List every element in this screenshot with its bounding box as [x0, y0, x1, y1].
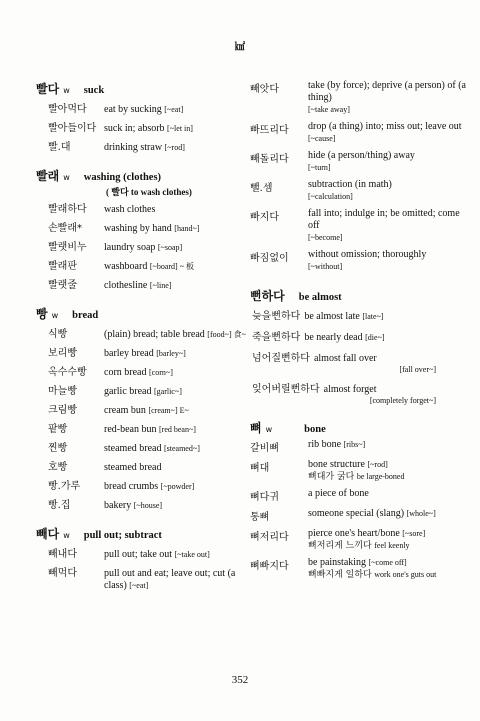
headword-definition: suck: [83, 85, 105, 96]
dictionary-entry: [36, 167, 248, 292]
korean-term: 뼈저리다: [250, 532, 289, 543]
sub-entry: [36, 545, 248, 561]
korean-term: 보리빵: [48, 348, 77, 359]
literal-note: [~eat]: [129, 581, 149, 590]
headword: 뼈: [250, 421, 262, 435]
sub-entry: [36, 119, 248, 135]
korean-term: 식빵: [48, 329, 68, 340]
sub-entry: [36, 257, 248, 273]
gloss-text: rib bone: [308, 439, 342, 450]
sub-entry: [36, 382, 248, 398]
header-mark: ㎢: [235, 42, 245, 53]
sub-entry: [250, 528, 466, 552]
literal-note: [~board] ~ 板: [149, 262, 195, 271]
gloss-text: be almost late: [304, 311, 360, 322]
english-gloss: [104, 348, 186, 360]
gloss-text: eat by sucking: [104, 104, 162, 115]
dictionary-entry: [36, 80, 248, 154]
korean-term: 찐빵: [48, 443, 68, 454]
korean-term: 뺄.셈: [250, 183, 273, 194]
gloss-text: steamed bread: [104, 462, 162, 473]
headword-definition: bread: [72, 310, 99, 321]
english-gloss: [104, 123, 193, 135]
sub-entry: [250, 208, 466, 244]
example-phrase: 뼈빠지게 일하다: [308, 570, 372, 580]
gloss-text: drinking straw: [104, 142, 163, 153]
korean-term: 빵.집: [48, 500, 71, 511]
literal-note: [cream~] E~: [148, 406, 189, 415]
example-phrase: 뼈대가 굵다: [308, 472, 355, 482]
sub-entry: [250, 80, 466, 116]
korean-term: 뼈빠지다: [250, 561, 289, 572]
sub-entry: [250, 439, 466, 454]
entry-almost: [250, 287, 466, 405]
example-gloss: feel keenly: [374, 541, 410, 550]
headword: 빨래: [36, 169, 60, 183]
korean-term: 빨아들이다: [48, 123, 97, 134]
literal-note: [steamed~]: [163, 444, 200, 453]
english-gloss: [104, 568, 248, 592]
literal-note: [~come off]: [368, 558, 407, 567]
english-gloss: [104, 549, 210, 561]
korean-term: 옥수수빵: [48, 367, 87, 378]
korean-term: 마늘빵: [48, 386, 77, 397]
dictionary-entry: [36, 305, 248, 512]
korean-term: 빨랫줄: [48, 280, 77, 291]
literal-note: [~rod]: [164, 143, 185, 152]
sub-entry: [36, 458, 248, 474]
gloss-text: corn bread: [104, 367, 147, 378]
sub-entry: [36, 138, 248, 154]
gloss-text: bread crumbs: [104, 481, 159, 492]
gloss-text: wash clothes: [104, 204, 156, 215]
gloss-text: laundry soap: [104, 242, 156, 253]
english-gloss: [104, 424, 196, 436]
left-column: [36, 80, 248, 605]
english-gloss: [308, 208, 466, 244]
literal-note: [fall over~]: [399, 365, 436, 374]
headword-subnote: ( 빨다 to wash clothes): [106, 187, 192, 197]
headword-definition: be almost: [298, 292, 342, 303]
sub-entry: [36, 344, 248, 360]
gloss-text: hide (a person/thing) away: [308, 150, 415, 161]
word-class-mark: w: [265, 425, 273, 434]
entry-bone: [250, 419, 466, 581]
korean-term: 빨.대: [48, 142, 71, 153]
literal-note: [hand~]: [174, 224, 200, 233]
sub-entry: [36, 100, 248, 116]
korean-term: 죽을뻔하다: [252, 332, 301, 343]
sub-entry: [36, 238, 248, 254]
english-gloss: [104, 223, 200, 235]
english-gloss: [104, 405, 189, 417]
english-gloss: [104, 204, 155, 216]
headword-definition: bone: [304, 424, 326, 435]
sub-entry: [36, 363, 248, 379]
english-gloss: [308, 508, 436, 523]
headword-definition: washing (clothes): [83, 172, 162, 183]
word-class-mark: w: [51, 311, 59, 320]
sub-entry: [36, 401, 248, 417]
english-gloss: [104, 481, 194, 493]
headword: 빵: [36, 307, 48, 321]
page-number: 352: [231, 674, 249, 686]
english-gloss: [104, 500, 162, 512]
sub-entry: [250, 380, 466, 405]
english-gloss: [308, 488, 369, 503]
gloss-text: washing by hand: [104, 223, 172, 234]
english-gloss: [308, 179, 392, 203]
korean-term: 빨래판: [48, 261, 77, 272]
gloss-text: steamed bread: [104, 443, 162, 454]
gloss-text: take (by force); deprive (a person) of (a thing): [308, 80, 466, 103]
korean-term: 호빵: [48, 462, 68, 473]
sub-entry: [250, 557, 466, 581]
literal-note: [~cause]: [308, 134, 336, 143]
literal-note: [~eat]: [164, 105, 184, 114]
literal-note: [~rod]: [367, 460, 388, 469]
sub-entry: [36, 276, 248, 292]
gloss-text: barley bread: [104, 348, 154, 359]
gloss-text: (plain) bread; table bread: [104, 329, 205, 340]
literal-note: [completely forget~]: [369, 396, 436, 405]
sub-entry: [250, 349, 466, 374]
gloss-text: drop (a thing) into; miss out; leave out: [308, 121, 462, 132]
english-gloss: [308, 439, 365, 454]
gloss-text: red-bean bun: [104, 424, 157, 435]
english-gloss: [104, 386, 182, 398]
gloss-text: bakery: [104, 500, 132, 511]
example-gloss: be large-boned: [356, 472, 405, 481]
english-gloss: [308, 459, 404, 483]
gloss-text: suck in; absorb: [104, 123, 165, 134]
literal-note: [~line]: [149, 281, 172, 290]
sub-entry: [36, 439, 248, 455]
gloss-text: almost forget: [323, 384, 377, 395]
literal-note: [~take away]: [308, 105, 350, 114]
english-gloss: [308, 249, 426, 273]
english-gloss: [104, 367, 173, 379]
korean-term: 늦을뻔하다: [252, 311, 301, 322]
entry-head: [36, 525, 248, 542]
entry-head: [36, 167, 248, 184]
literal-note: [late~]: [362, 312, 384, 321]
literal-note: [~let in]: [167, 124, 193, 133]
english-gloss: [104, 462, 161, 474]
dictionary-entry: [36, 525, 248, 592]
sub-entry: [250, 508, 466, 523]
english-gloss: [104, 242, 182, 254]
literal-note: [~turn]: [308, 163, 331, 172]
gloss-text: pierce one's heart/bone: [308, 528, 400, 539]
korean-term: 빠짐없이: [250, 253, 289, 264]
literal-note: [barley~]: [156, 349, 186, 358]
english-gloss: [308, 150, 415, 174]
sub-entry: [36, 564, 248, 592]
english-gloss: [104, 280, 171, 292]
literal-note: [ribs~]: [343, 440, 366, 449]
sub-entry: [36, 420, 248, 436]
literal-note: [red bean~]: [158, 425, 196, 434]
sub-entry: [250, 459, 466, 483]
korean-term: 빨아먹다: [48, 104, 87, 115]
gloss-text: bone structure: [308, 459, 365, 470]
korean-term: 빨랫비누: [48, 242, 87, 253]
english-gloss: [104, 261, 194, 273]
sub-entry: [36, 496, 248, 512]
sub-entry: [250, 150, 466, 174]
gloss-text: pull out and eat; leave out; cut (a class): [104, 568, 236, 591]
right-column: [250, 80, 466, 594]
word-class-mark: w: [63, 86, 70, 95]
english-gloss: [104, 142, 185, 154]
gloss-text: be nearly dead: [304, 332, 363, 343]
gloss-text: a piece of bone: [308, 488, 369, 499]
sub-entry: [250, 179, 466, 203]
korean-term: 뼈대: [250, 463, 270, 474]
english-gloss: [104, 329, 246, 341]
word-class-mark: w: [63, 531, 70, 540]
korean-term: 빵.가루: [48, 481, 81, 492]
literal-note: [garlic~]: [153, 387, 182, 396]
literal-note: [whole~]: [406, 509, 436, 518]
literal-note: [~powder]: [160, 482, 195, 491]
literal-note: [~sore]: [402, 529, 426, 538]
literal-note: [~soap]: [157, 243, 183, 252]
entry-head: [36, 80, 248, 97]
gloss-text: fall into; indulge in; be omitted; come off: [308, 208, 460, 231]
sub-entry: [36, 477, 248, 493]
gloss-text: almost fall over: [313, 353, 377, 364]
headword: 뻔하다: [250, 289, 285, 303]
word-class-mark: w: [63, 173, 70, 182]
literal-note: [~without]: [308, 262, 343, 271]
english-gloss: [104, 104, 183, 116]
headword: 빨다: [36, 82, 60, 96]
korean-term: 크림빵: [48, 405, 77, 416]
korean-term: 팥빵: [48, 424, 68, 435]
korean-term: 빼앗다: [250, 84, 279, 95]
gloss-text: clothesline: [104, 280, 148, 291]
sub-entry: [250, 307, 466, 322]
sub-entry: [250, 121, 466, 145]
korean-term: 뼈다귀: [250, 492, 279, 503]
korean-term: 갈비뼈: [250, 443, 279, 454]
english-gloss: [308, 80, 466, 116]
sub-entry: [36, 219, 248, 235]
literal-note: [food~] 食~: [207, 330, 246, 339]
gloss-text: pull out; take out: [104, 549, 173, 560]
headword: 빼다: [36, 527, 60, 541]
korean-term: 통뼈: [250, 512, 270, 523]
sub-entry: [36, 200, 248, 216]
english-gloss: [104, 443, 200, 455]
literal-note: [~calculation]: [308, 192, 353, 201]
literal-note: [corn~]: [148, 368, 173, 377]
gloss-text: without omission; thoroughly: [308, 249, 427, 260]
korean-term: 빠지다: [250, 212, 279, 223]
korean-term: 빠뜨리다: [250, 125, 289, 136]
english-gloss: [308, 528, 425, 552]
example-phrase: 뼈저리게 느끼다: [308, 541, 372, 551]
entry-head: [36, 305, 248, 322]
gloss-text: subtraction (in math): [308, 179, 392, 190]
english-gloss: [308, 121, 462, 145]
korean-term: 빼돌리다: [250, 154, 289, 165]
gloss-text: garlic bread: [104, 386, 152, 397]
korean-term: 잊어버릴뻔하다: [252, 384, 320, 395]
korean-term: 빼먹다: [48, 568, 77, 579]
sub-entry: [250, 249, 466, 273]
gloss-text: washboard: [104, 261, 148, 272]
gloss-text: be painstaking: [308, 557, 367, 568]
literal-note: [die~]: [365, 333, 385, 342]
korean-term: 넘어질뻔하다: [252, 353, 310, 364]
example-gloss: work one's guts out: [374, 570, 437, 579]
headword-definition: pull out; subtract: [83, 530, 162, 541]
sub-entry: [250, 488, 466, 503]
korean-term: 손빨래*: [48, 223, 82, 234]
gloss-text: cream bun: [104, 405, 146, 416]
english-gloss: [308, 557, 436, 581]
sub-entry: [250, 328, 466, 343]
korean-term: 빨래하다: [48, 204, 87, 215]
gloss-text: someone special (slang): [308, 508, 405, 519]
literal-note: [~take out]: [174, 550, 210, 559]
literal-note: [~become]: [308, 233, 343, 242]
literal-note: [~house]: [133, 501, 163, 510]
sub-entry: [36, 325, 248, 341]
korean-term: 빼내다: [48, 549, 77, 560]
